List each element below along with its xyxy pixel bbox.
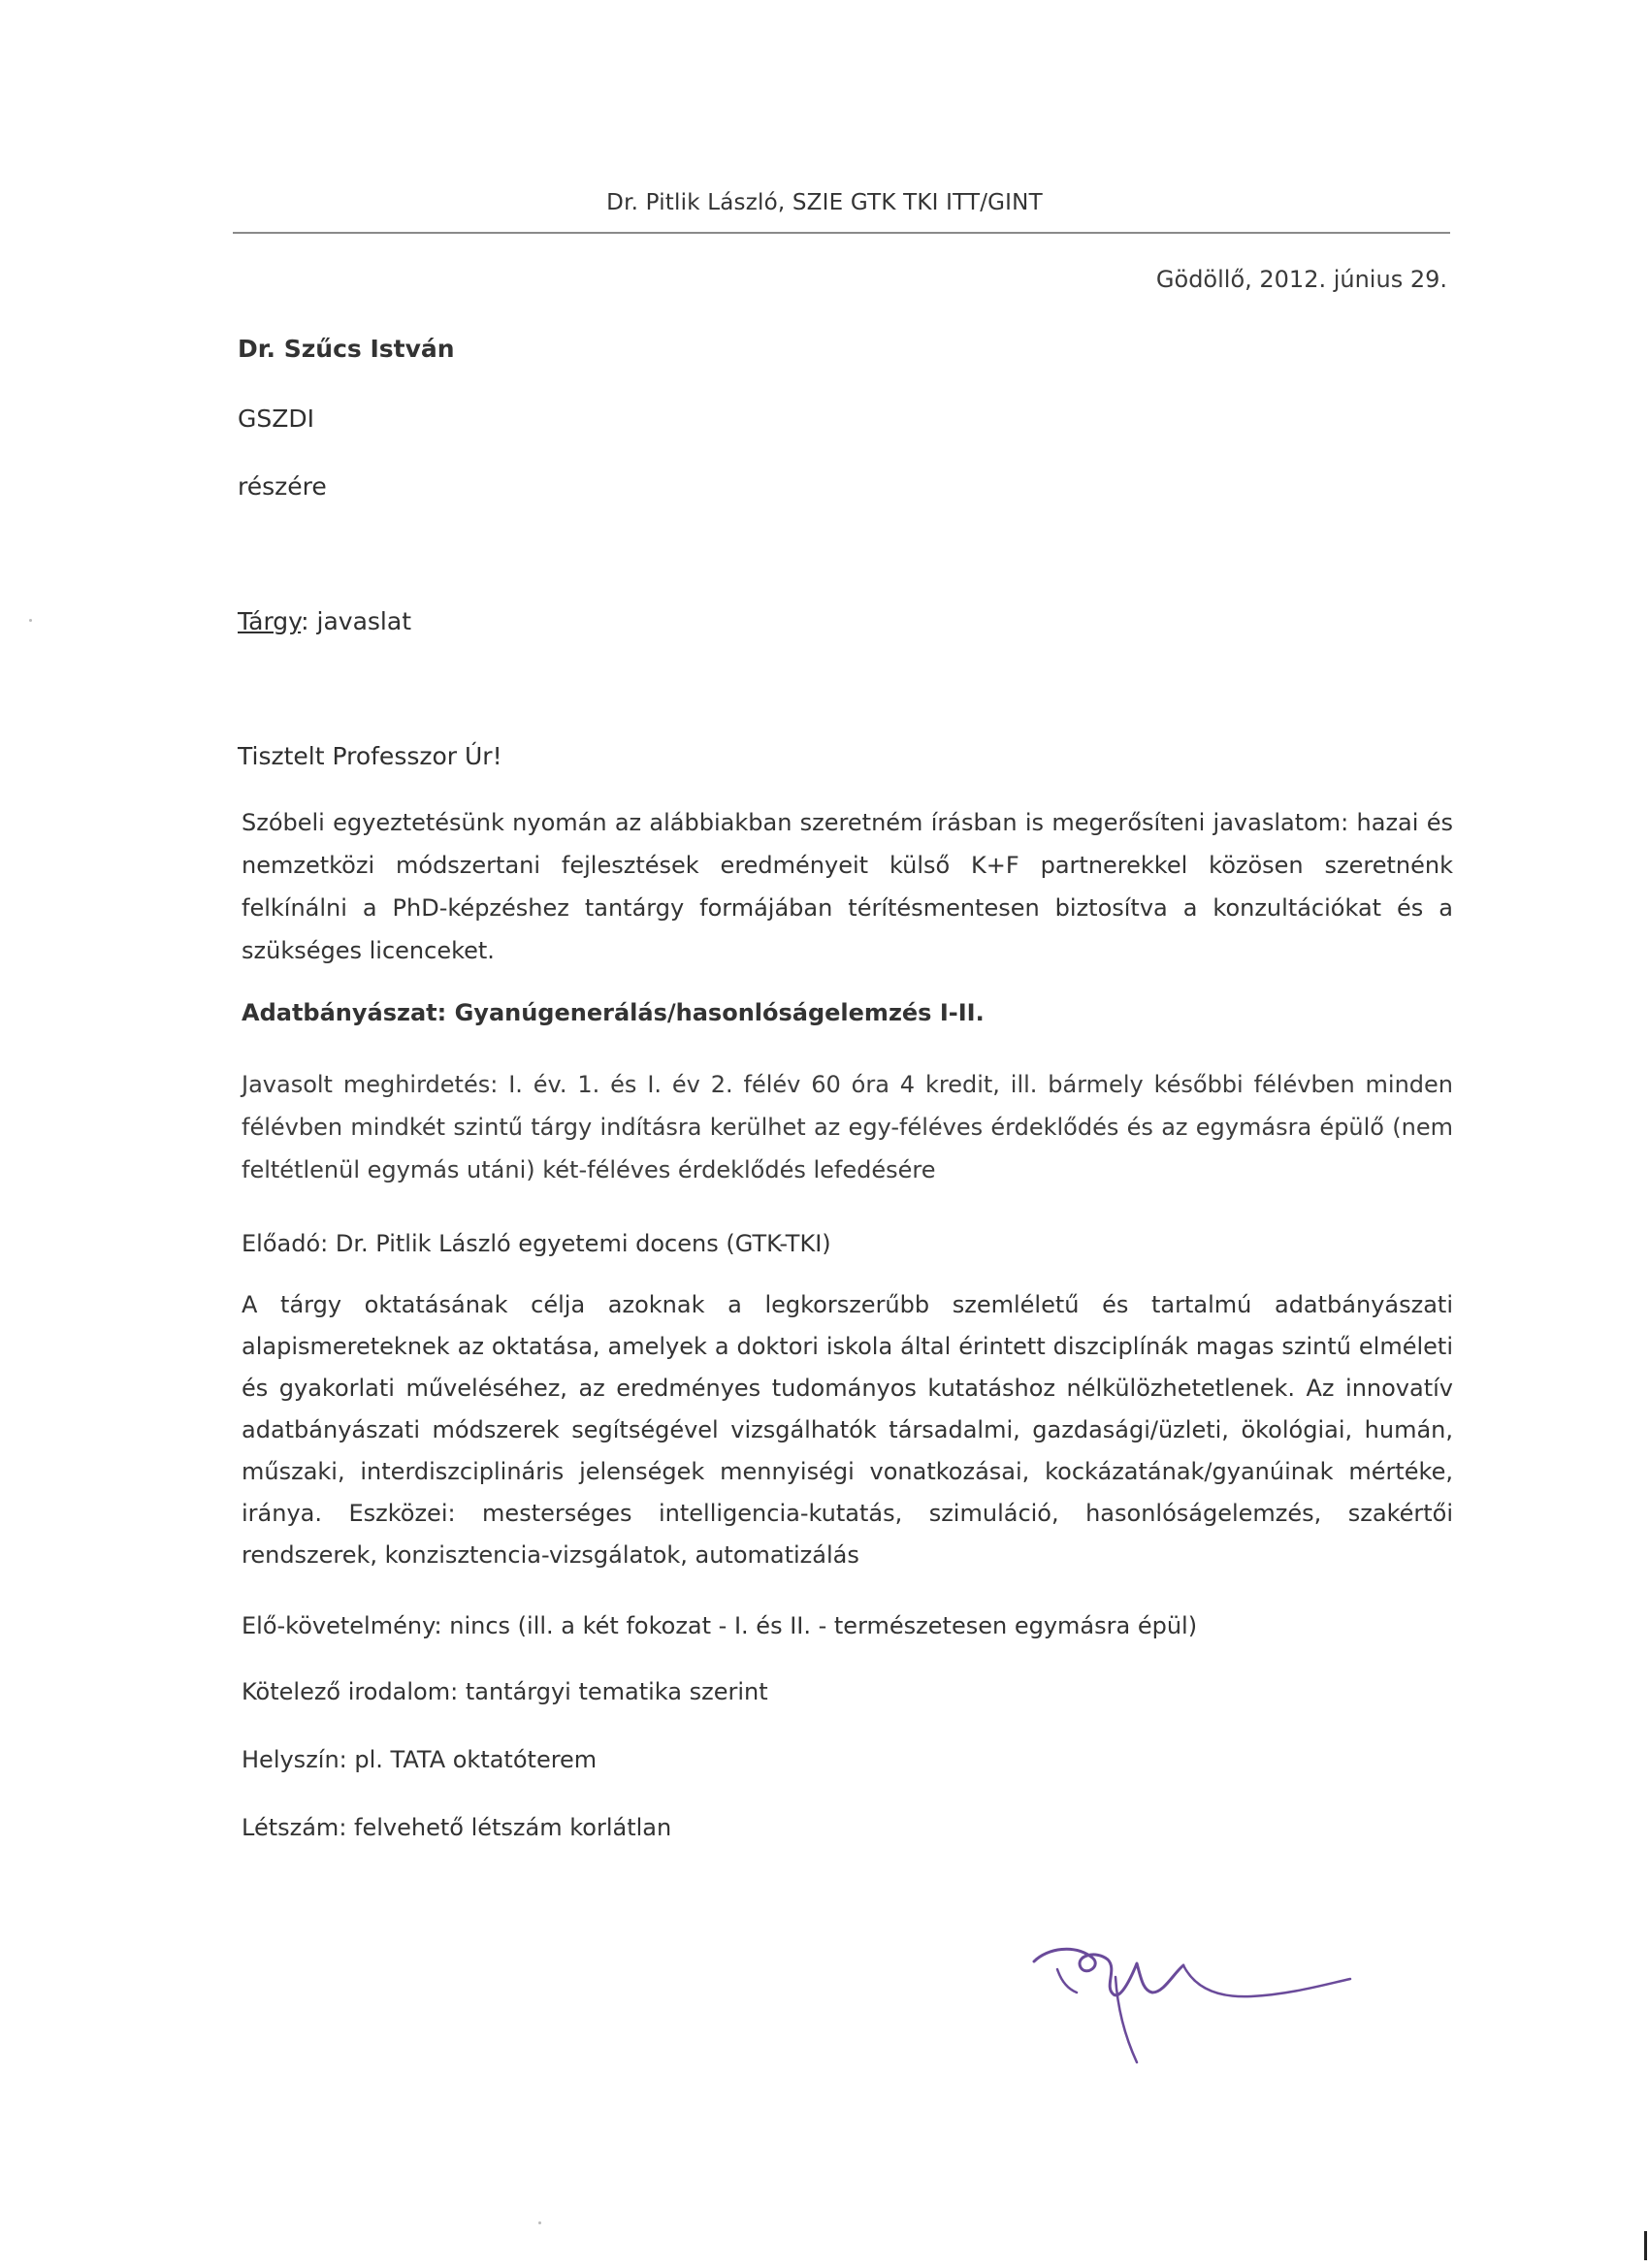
salutation: Tisztelt Professzor Úr! <box>238 742 502 770</box>
prerequisite-line: Elő-követelmény: nincs (ill. a két fokozat - I. és II. - természetesen egymásra épül) <box>242 1612 1198 1639</box>
headcount-line: Létszám: felvehető létszám korlátlan <box>242 1814 672 1841</box>
lecturer-line: Előadó: Dr. Pitlik László egyetemi docens (GTK-TKI) <box>242 1230 831 1257</box>
recipient-suffix: részére <box>238 472 327 501</box>
subject-line <box>238 607 411 635</box>
date-line: Gödöllő, 2012. június 29. <box>1155 266 1447 293</box>
scan-speck <box>538 2221 541 2224</box>
scan-speck <box>29 619 32 622</box>
subject-value: javaslat <box>308 607 411 635</box>
letterhead-sender: Dr. Pitlik László, SZIE GTK TKI ITT/GINT <box>606 190 1043 215</box>
recipient-name: Dr. Szűcs István <box>238 335 455 363</box>
subject-separator: : <box>301 607 309 635</box>
handwritten-signature <box>1028 1930 1358 2076</box>
goal-paragraph: A tárgy oktatásának célja azoknak a legkorszerűbb szemléletű és tartalmú adatbányászati alapismereteknek az oktatása, amelyek a doktori iskola által érintett diszciplínák magas szintű elméleti és gyakorlati műveléséhez, az eredményes tudományos kutatáshoz nélkülözhetetlenek. Az innovatív adatbányászati módszerek segítségével vizsgálhatók társadalmi, gazdasági/üzleti, ökológiai, humán, műszaki, interdiszciplináris jelenségek mennyiségi vonatkozásai, kockázatának/gyanúinak mértéke, iránya. Eszközei: mesterséges intelligencia-kutatás, szimuláció, hasonlóságelemzés, szakértői rendszerek, konzisztencia-vizsgálatok, automatizálás <box>242 1291 1453 1569</box>
letterhead-divider <box>233 232 1450 234</box>
location-line: Helyszín: pl. TATA oktatóterem <box>242 1746 598 1773</box>
intro-paragraph: Szóbeli egyeztetésünk nyomán az alábbiakban szeretném írásban is megerősíteni javaslatom: hazai és nemzetközi módszertani fejlesztések eredményeit külső K+F partnerekkel közösen szeretnénk felkínálni a PhD-képzéshez tantárgy formájában térítésmentesen biztosítva a konzultációkat és a szükséges licenceket. <box>242 809 1453 964</box>
recipient-organization: GSZDI <box>238 405 314 433</box>
announcement-paragraph: Javasolt meghirdetés: I. év. 1. és I. év 2. félév 60 óra 4 kredit, ill. bármely későbbi félévben minden félévben mindkét szintű tárgy indításra kerülhet az egy-féléves érdeklődés és az egymásra épülő (nem feltétlenül egymás utáni) két-féléves érdeklődés lefedésére <box>242 1071 1453 1183</box>
scan-edge-mark <box>1644 2231 1647 2260</box>
course-title: Adatbányászat: Gyanúgenerálás/hasonlóságelemzés I-II. <box>242 999 985 1026</box>
literature-line: Kötelező irodalom: tantárgyi tematika szerint <box>242 1678 768 1705</box>
subject-label: Tárgy <box>238 607 302 635</box>
